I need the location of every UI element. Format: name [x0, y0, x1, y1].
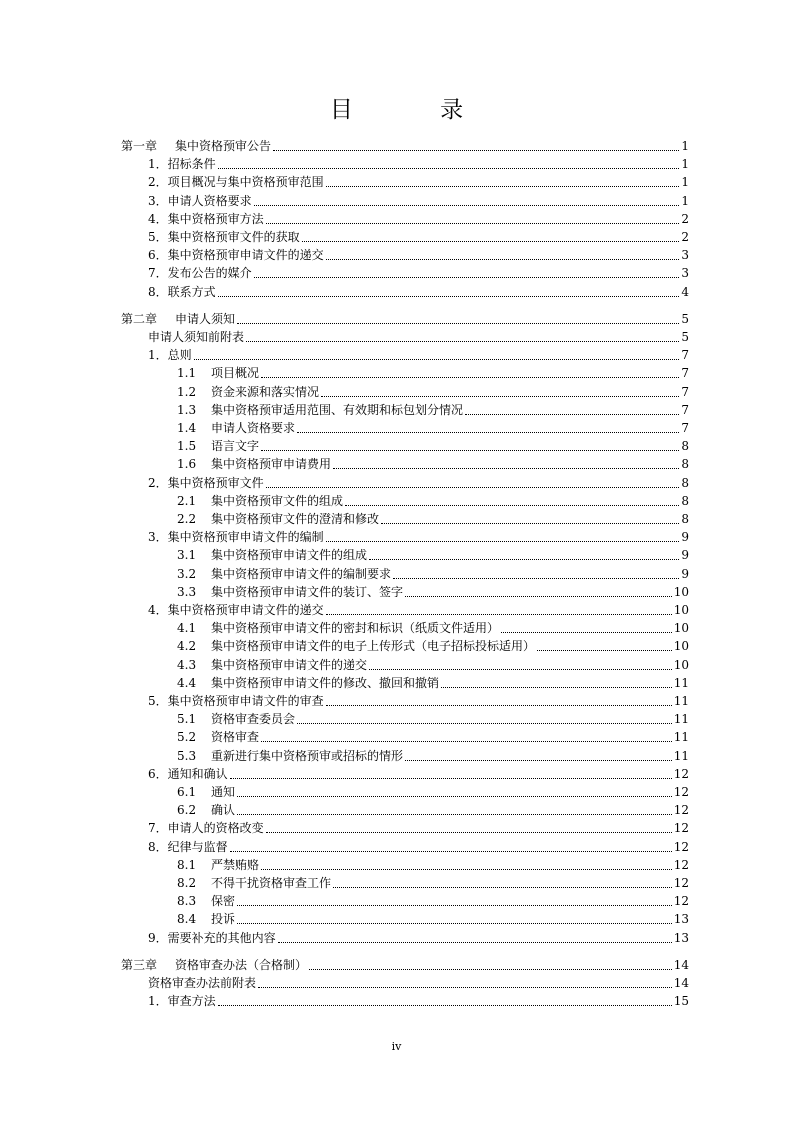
dot-leader — [441, 686, 672, 688]
toc-entry-label: 投诉 — [211, 912, 236, 927]
toc-entry-label: 资格审查 — [211, 730, 260, 745]
dot-leader — [218, 295, 680, 297]
dot-leader — [230, 777, 672, 779]
toc-entry-number: 1.5 — [177, 439, 197, 454]
dot-leader — [237, 322, 679, 324]
toc-section-entry[interactable] — [148, 818, 689, 836]
toc-entry-label: 7．申请人的资格改变 — [148, 821, 264, 836]
dot-leader — [393, 577, 679, 579]
toc-subsection-entry[interactable] — [177, 746, 689, 764]
dot-leader — [218, 167, 680, 169]
toc-entry-label: 申请人须知 — [175, 311, 236, 326]
toc-entry-label: 资格审查办法前附表 — [148, 976, 257, 990]
toc-entry-page: 14 — [673, 957, 689, 972]
toc-entry-label: 集中资格预审申请文件的装订、签字 — [211, 584, 404, 599]
toc-entry-page: 12 — [673, 785, 689, 799]
toc-entry-page: 8 — [681, 457, 689, 472]
toc-section-entry[interactable] — [148, 263, 689, 281]
toc-entry-label: 集中资格预审申请文件的递交 — [211, 657, 368, 672]
toc-entry-number: 8.3 — [177, 894, 197, 909]
toc-section-entry[interactable] — [148, 991, 689, 1009]
dot-leader — [321, 395, 679, 397]
toc-entry-label: 集中资格预审文件的澄清和修改 — [211, 512, 380, 526]
toc-entry-label: 资格审查办法（合格制） — [175, 957, 308, 972]
toc-entry-label: 重新进行集中资格预审或招标的情形 — [211, 748, 404, 763]
toc-subsection-entry[interactable] — [177, 873, 689, 891]
toc-entry-page: 8 — [681, 439, 689, 454]
toc-section-entry[interactable] — [148, 473, 689, 491]
toc-entry-page: 9 — [681, 566, 689, 581]
toc-entry-label: 集中资格预审申请文件的组成 — [211, 548, 368, 563]
toc-entry-number: 第三章 — [121, 957, 158, 972]
dot-leader — [261, 740, 672, 742]
dot-leader — [465, 413, 679, 415]
toc-entry-page: 12 — [673, 766, 689, 781]
toc-section-entry[interactable] — [148, 928, 689, 946]
toc-entry-number: 第一章 — [121, 139, 158, 153]
toc-subsection-entry[interactable] — [177, 382, 689, 400]
toc-entry-number: 5.3 — [177, 748, 197, 763]
toc-subsection-entry[interactable] — [177, 709, 689, 727]
page-title: 目 录 — [329, 97, 504, 123]
toc-entry-label: 集中资格预审申请文件的电子上传形式（电子招标投标适用） — [211, 639, 536, 654]
toc-entry-label: 2．集中资格预审文件 — [148, 475, 264, 490]
toc-section-entry[interactable] — [148, 209, 689, 227]
toc-entry-number: 2.2 — [177, 512, 197, 526]
toc-section-entry[interactable] — [148, 837, 689, 855]
toc-subsection-entry[interactable] — [177, 618, 689, 636]
dot-leader — [218, 1004, 672, 1006]
toc-chapter-entry[interactable] — [121, 136, 689, 154]
toc-subsection-entry[interactable] — [177, 636, 689, 654]
dot-leader — [501, 631, 672, 633]
toc-entry-page: 11 — [673, 748, 689, 763]
toc-entry-number: 4.4 — [177, 675, 197, 690]
toc-entry-label: 1．招标条件 — [148, 157, 216, 172]
toc-entry-label: 资格审查委员会 — [211, 712, 296, 727]
toc-subsection-entry[interactable] — [177, 564, 689, 582]
toc-entry-label: 5．集中资格预审申请文件的审查 — [148, 694, 324, 708]
toc-entry-page: 10 — [673, 603, 689, 617]
toc-entry-number: 1.1 — [177, 366, 197, 381]
toc-entry-page: 7 — [681, 402, 689, 417]
dot-leader — [237, 922, 672, 924]
toc-entry-label: 集中资格预审申请文件的密封和标识（纸质文件适用） — [211, 621, 500, 636]
toc-section-entry[interactable] — [148, 327, 689, 345]
toc-entry-label: 申请人须知前附表 — [148, 330, 245, 344]
toc-entry-page: 13 — [673, 930, 689, 945]
toc-entry-page: 7 — [681, 366, 689, 381]
toc-entry-number: 5.1 — [177, 712, 197, 727]
dot-leader — [258, 986, 672, 988]
toc-entry-number: 6.1 — [177, 785, 197, 799]
toc-entry-label: 集中资格预审申请文件的修改、撤回和撤销 — [211, 675, 440, 690]
dot-leader — [537, 649, 672, 651]
toc-entry-label: 6．通知和确认 — [148, 766, 228, 781]
dot-leader — [261, 376, 679, 378]
dot-leader — [381, 522, 679, 524]
toc-entry-page: 11 — [673, 675, 689, 690]
toc-entry-page: 1 — [681, 157, 689, 172]
toc-subsection-entry[interactable] — [177, 673, 689, 691]
toc-subsection-entry[interactable] — [177, 491, 689, 509]
toc-entry-page: 1 — [681, 175, 689, 190]
toc-entry-page: 12 — [673, 803, 689, 818]
dot-leader — [246, 340, 679, 342]
toc-entry-page: 12 — [673, 821, 689, 836]
toc-entry-page: 12 — [673, 857, 689, 872]
toc-entry-page: 10 — [673, 584, 689, 599]
toc-entry-page: 11 — [673, 712, 689, 727]
dot-leader — [237, 813, 672, 815]
toc-entry-page: 7 — [681, 421, 689, 435]
toc-entry-page: 15 — [673, 994, 689, 1009]
toc-entry-label: 1．总则 — [148, 348, 192, 363]
toc-entry-page: 9 — [681, 548, 689, 563]
dot-leader — [254, 276, 680, 278]
toc-entry-page: 2 — [681, 211, 689, 226]
dot-leader — [278, 941, 672, 943]
toc-entry-page: 8 — [681, 512, 689, 526]
toc-entry-label: 确认 — [211, 803, 236, 818]
toc-entry-page: 5 — [681, 330, 689, 344]
toc-entry-page: 10 — [673, 657, 689, 672]
toc-entry-page: 8 — [681, 475, 689, 490]
toc-entry-page: 1 — [681, 193, 689, 208]
toc-entry-page: 1 — [681, 139, 689, 153]
toc-entry-label: 集中资格预审公告 — [175, 139, 272, 153]
toc-entry-page: 11 — [673, 694, 689, 708]
toc-entry-page: 12 — [673, 894, 689, 909]
dot-leader — [266, 831, 672, 833]
dot-leader — [405, 595, 672, 597]
toc-entry-page: 14 — [673, 976, 689, 990]
toc-entry-label: 集中资格预审文件的组成 — [211, 493, 344, 508]
toc-entry-label: 5．集中资格预审文件的获取 — [148, 230, 300, 244]
toc-entry-label: 4．集中资格预审方法 — [148, 211, 264, 226]
toc-entry-page: 3 — [681, 248, 689, 263]
toc-entry-number: 第二章 — [121, 311, 158, 326]
toc-entry-label: 9．需要补充的其他内容 — [148, 930, 276, 945]
toc-entry-number: 3.2 — [177, 566, 197, 581]
dot-leader — [326, 704, 672, 706]
toc-entry-label: 8．纪律与监督 — [148, 839, 228, 854]
toc-entry-number: 1.6 — [177, 457, 197, 472]
toc-entry-label: 2．项目概况与集中资格预审范围 — [148, 175, 324, 190]
toc-entry-label: 保密 — [211, 894, 236, 909]
dot-leader — [261, 449, 679, 451]
page-number: iv — [391, 1040, 402, 1053]
toc-section-entry[interactable] — [148, 345, 689, 363]
toc-section-entry[interactable] — [148, 691, 689, 709]
toc-entry-number: 1.3 — [177, 402, 197, 417]
toc-subsection-entry[interactable] — [177, 800, 689, 818]
toc-subsection-entry[interactable] — [177, 454, 689, 472]
dot-leader — [326, 185, 680, 187]
toc-entry-page: 8 — [681, 493, 689, 508]
toc-entry-label: 8．联系方式 — [148, 284, 216, 299]
toc-entry-page: 3 — [681, 266, 689, 281]
toc-entry-number: 5.2 — [177, 730, 197, 745]
toc-entry-page: 9 — [681, 530, 689, 545]
toc-entry-label: 集中资格预审适用范围、有效期和标包划分情况 — [211, 402, 464, 417]
toc-subsection-entry[interactable] — [177, 655, 689, 673]
dot-leader — [369, 558, 679, 560]
toc-entry-label: 不得干扰资格审查工作 — [211, 876, 332, 890]
toc-entry-page: 7 — [681, 348, 689, 363]
toc-section-entry[interactable] — [148, 172, 689, 190]
dot-leader — [326, 540, 680, 542]
toc-subsection-entry[interactable] — [177, 400, 689, 418]
toc-entry-page: 12 — [673, 876, 689, 890]
toc-entry-label: 4．集中资格预审申请文件的递交 — [148, 603, 324, 617]
toc-chapter-entry[interactable] — [121, 955, 689, 973]
toc-entry-label: 3．集中资格预审申请文件的编制 — [148, 530, 324, 545]
toc-section-entry[interactable] — [148, 245, 689, 263]
dot-leader — [261, 868, 672, 870]
toc-subsection-entry[interactable] — [177, 363, 689, 381]
dot-leader — [309, 968, 672, 970]
toc-entry-label: 集中资格预审申请费用 — [211, 457, 332, 472]
dot-leader — [333, 886, 672, 888]
toc-entry-label: 3．申请人资格要求 — [148, 193, 252, 208]
dot-leader — [326, 258, 680, 260]
toc-subsection-entry[interactable] — [177, 436, 689, 454]
toc-section-entry[interactable] — [148, 282, 689, 300]
toc-entry-page: 4 — [681, 284, 689, 299]
dot-leader — [237, 904, 672, 906]
toc-subsection-entry[interactable] — [177, 855, 689, 873]
toc-subsection-entry[interactable] — [177, 782, 689, 800]
dot-leader — [230, 850, 672, 852]
toc-entry-page: 2 — [681, 230, 689, 244]
dot-leader — [254, 204, 680, 206]
toc-entry-number: 8.1 — [177, 857, 197, 872]
dot-leader — [297, 722, 672, 724]
dot-leader — [302, 240, 680, 242]
dot-leader — [297, 431, 679, 433]
toc-entry-number: 2.1 — [177, 493, 197, 508]
dot-leader — [333, 467, 679, 469]
toc-entry-label: 严禁贿赂 — [211, 857, 260, 872]
dot-leader — [405, 759, 672, 761]
toc-subsection-entry[interactable] — [177, 582, 689, 600]
dot-leader — [266, 222, 680, 224]
toc-entry-label: 申请人资格要求 — [211, 421, 296, 435]
toc-entry-number: 1.4 — [177, 421, 197, 435]
toc-section-entry[interactable] — [148, 973, 689, 991]
toc-entry-label: 项目概况 — [211, 366, 260, 381]
toc-entry-label: 语言文字 — [211, 439, 260, 454]
toc-entry-number: 8.2 — [177, 876, 197, 890]
toc-section-entry[interactable] — [148, 227, 689, 245]
toc-subsection-entry[interactable] — [177, 509, 689, 527]
dot-leader — [266, 486, 680, 488]
toc-section-entry[interactable] — [148, 600, 689, 618]
toc-subsection-entry[interactable] — [177, 727, 689, 745]
toc-section-entry[interactable] — [148, 154, 689, 172]
toc-section-entry[interactable] — [148, 527, 689, 545]
toc-subsection-entry[interactable] — [177, 909, 689, 927]
toc-entry-page: 10 — [673, 621, 689, 636]
toc-section-entry[interactable] — [148, 764, 689, 782]
toc-entry-number: 4.1 — [177, 621, 197, 636]
toc-entry-number: 6.2 — [177, 803, 197, 818]
toc-entry-number: 4.3 — [177, 657, 197, 672]
toc-entry-label: 7．发布公告的媒介 — [148, 266, 252, 281]
dot-leader — [194, 358, 680, 360]
toc-entry-label: 1．审查方法 — [148, 994, 216, 1009]
toc-entry-page: 10 — [673, 639, 689, 654]
toc-entry-label: 通知 — [211, 785, 236, 799]
dot-leader — [326, 613, 672, 615]
toc-entry-number: 3.3 — [177, 584, 197, 599]
toc-entry-label: 6．集中资格预审申请文件的递交 — [148, 248, 324, 263]
dot-leader — [369, 668, 672, 670]
toc-entry-number: 1.2 — [177, 384, 197, 399]
toc-section-entry[interactable] — [148, 191, 689, 209]
toc-entry-page: 11 — [673, 730, 689, 745]
dot-leader — [273, 149, 679, 151]
toc-subsection-entry[interactable] — [177, 545, 689, 563]
toc-entry-label: 资金来源和落实情况 — [211, 384, 320, 399]
toc-entry-page: 7 — [681, 384, 689, 399]
dot-leader — [237, 795, 672, 797]
toc-chapter-entry[interactable] — [121, 309, 689, 327]
toc-entry-number: 3.1 — [177, 548, 197, 563]
toc-subsection-entry[interactable] — [177, 891, 689, 909]
toc-entry-page: 13 — [673, 912, 689, 927]
toc-entry-label: 集中资格预审申请文件的编制要求 — [211, 566, 392, 581]
dot-leader — [345, 504, 679, 506]
toc-entry-number: 8.4 — [177, 912, 197, 927]
toc-subsection-entry[interactable] — [177, 418, 689, 436]
toc-entry-page: 5 — [681, 311, 689, 326]
toc-entry-number: 4.2 — [177, 639, 197, 654]
toc-entry-page: 12 — [673, 839, 689, 854]
